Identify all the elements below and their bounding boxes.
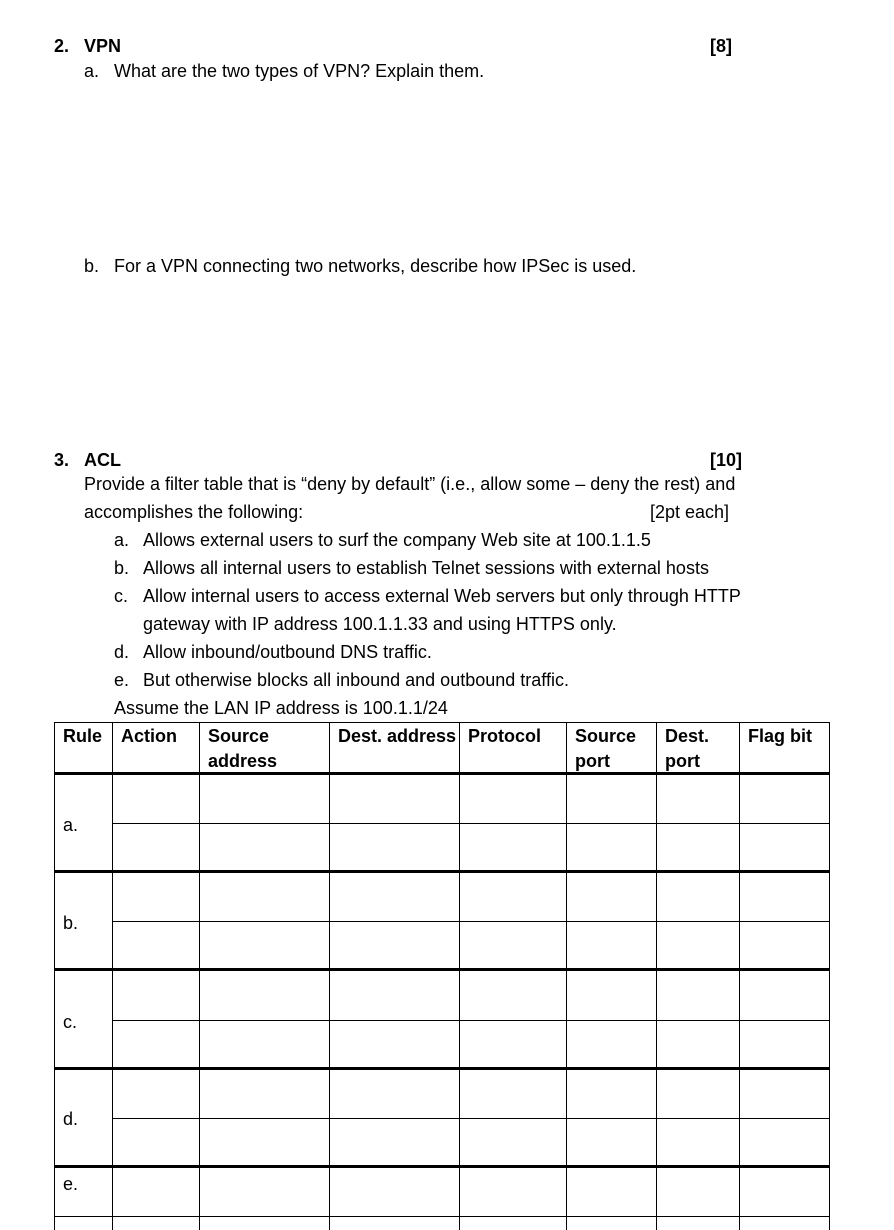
- row-a-bottom-border: [54, 870, 830, 873]
- col-line-action-source: [199, 722, 200, 1230]
- header-dest-port-1: Dest.: [665, 726, 710, 746]
- row-b-bottom-border: [54, 968, 830, 971]
- q3-title: ACL: [84, 450, 121, 470]
- q3-intro-line1: Provide a filter table that is “deny by default” (i.e., allow some – deny the rest) and: [84, 474, 736, 494]
- col-line-dest-protocol: [459, 722, 460, 1230]
- rule-label-b: b.: [63, 913, 79, 933]
- q3-marks: [10]: [710, 450, 743, 470]
- q3-item-d-label: d.: [114, 642, 130, 662]
- header-protocol: Protocol: [468, 726, 542, 746]
- q3-intro-line2: accomplishes the following:: [84, 502, 304, 522]
- row-e-bottom-line: [54, 1216, 830, 1217]
- q2a-label: a.: [84, 61, 100, 81]
- rule-label-a: a.: [63, 815, 79, 835]
- q2a-text: What are the two types of VPN? Explain them.: [114, 61, 485, 81]
- q3-item-a-text: Allows external users to surf the company Web site at 100.1.1.5: [143, 530, 651, 550]
- rule-label-e: e.: [63, 1174, 79, 1194]
- q2-title: VPN: [84, 36, 122, 56]
- q2-number: 2.: [54, 36, 70, 56]
- header-action: Action: [121, 726, 177, 746]
- q3-assume: Assume the LAN IP address is 100.1.1/24: [114, 698, 448, 718]
- col-line-protocol-sport: [566, 722, 567, 1230]
- q3-item-b-text: Allows all internal users to establish Telnet sessions with external hosts: [143, 558, 709, 578]
- rule-label-c: c.: [63, 1012, 78, 1032]
- col-line-dport-flag: [739, 722, 740, 1230]
- q3-item-c-label: c.: [114, 586, 129, 606]
- header-flag-bit: Flag bit: [748, 726, 812, 746]
- row-d-mid-line: [112, 1118, 830, 1119]
- q3-item-e-text: But otherwise blocks all inbound and outbound traffic.: [143, 670, 569, 690]
- q3-item-a-label: a.: [114, 530, 130, 550]
- q3-item-c-text: Allow internal users to access external Web servers but only through HTTP: [143, 586, 741, 606]
- row-a-mid-line: [112, 823, 830, 824]
- q3-item-d-text: Allow inbound/outbound DNS traffic.: [143, 642, 432, 662]
- rule-label-d: d.: [63, 1109, 79, 1129]
- col-line-right: [829, 722, 830, 1230]
- header-rule: Rule: [63, 726, 103, 746]
- row-c-mid-line: [112, 1020, 830, 1021]
- header-bottom-border: [54, 772, 830, 775]
- q2b-label: b.: [84, 256, 100, 276]
- header-source-port-1: Source: [575, 726, 637, 746]
- col-line-source-dest: [329, 722, 330, 1230]
- q3-number: 3.: [54, 450, 70, 470]
- q3-each-marks: [2pt each]: [650, 502, 730, 522]
- col-line-sport-dport: [656, 722, 657, 1230]
- row-d-bottom-border: [54, 1165, 830, 1168]
- header-dest-address: Dest. address: [338, 726, 457, 746]
- header-source-address-2: address: [208, 751, 278, 771]
- header-source-address-1: Source: [208, 726, 270, 746]
- q3-item-b-label: b.: [114, 558, 130, 578]
- col-line-left: [54, 722, 55, 1230]
- header-dest-port-2: port: [665, 751, 700, 771]
- q3-item-c-text-cont: gateway with IP address 100.1.1.33 and using HTTPS only.: [143, 614, 617, 634]
- q2-marks: [8]: [710, 36, 732, 56]
- header-source-port-2: port: [575, 751, 610, 771]
- q3-item-e-label: e.: [114, 670, 130, 690]
- col-line-rule-action: [112, 722, 113, 1230]
- row-b-mid-line: [112, 921, 830, 922]
- row-c-bottom-border: [54, 1067, 830, 1070]
- table-top-border: [54, 722, 830, 723]
- q2b-text: For a VPN connecting two networks, describe how IPSec is used.: [114, 256, 637, 276]
